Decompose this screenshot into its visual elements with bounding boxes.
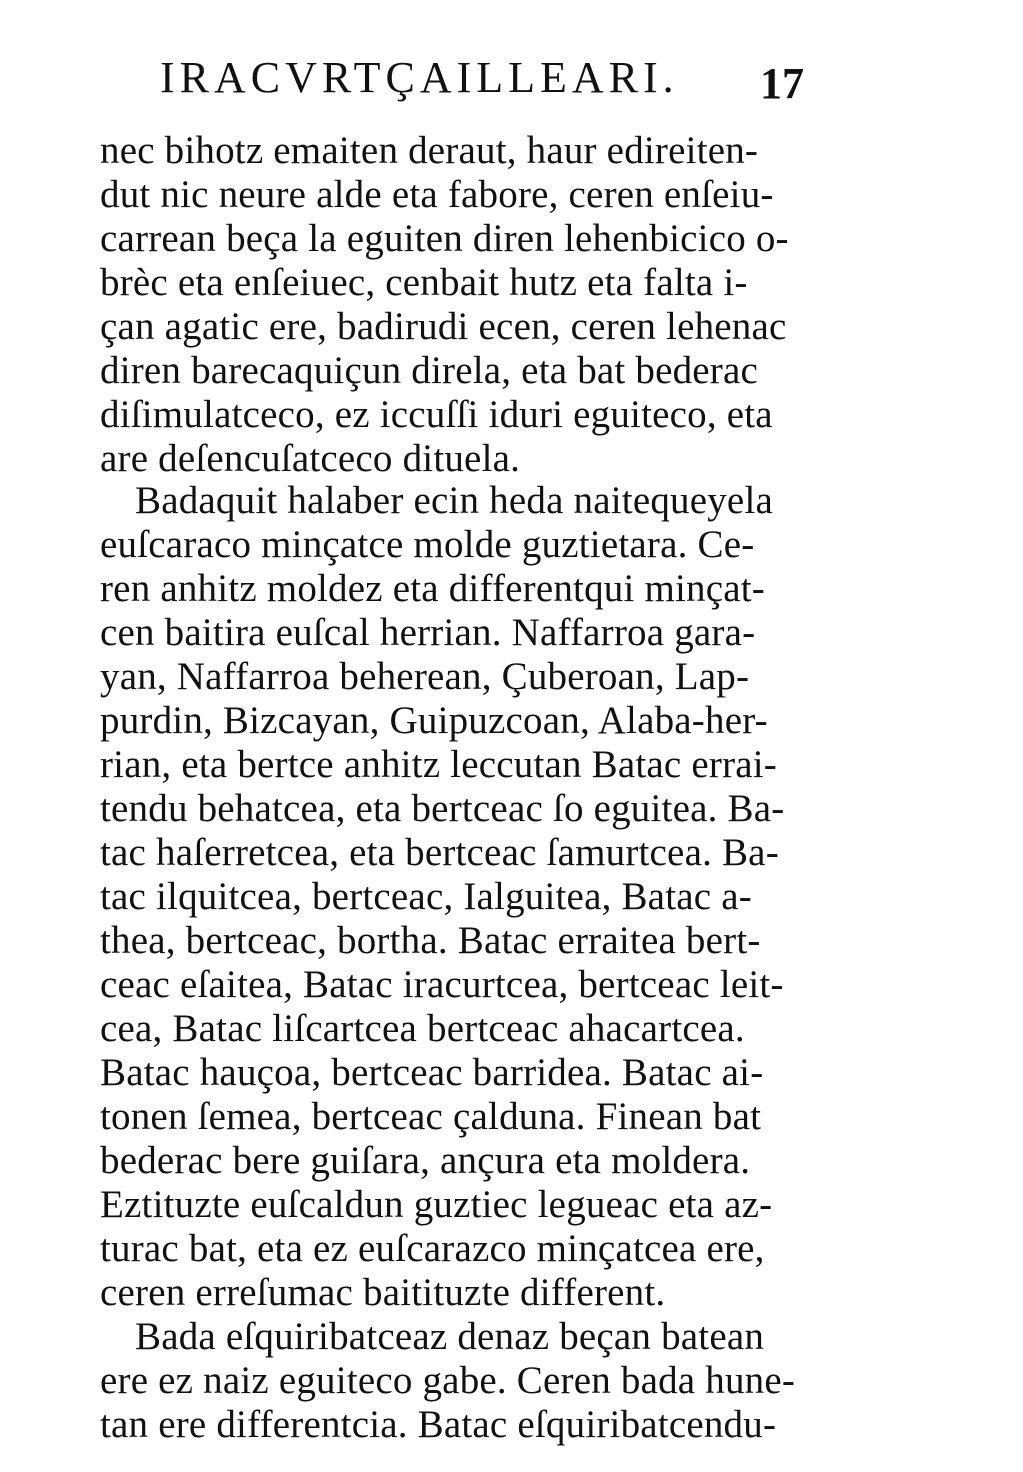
text-line: diſimulatceco, ez iccuſſi iduri eguiteco, eta — [100, 393, 773, 436]
text-line: ceac eſaitea, Batac iracurtcea, bertceac leit- — [100, 963, 784, 1006]
text-line: cen baitira euſcal herrian. Naffarroa gara- — [100, 611, 756, 654]
text-line: thea, bertceac, bortha. Batac erraitea bert- — [100, 919, 761, 962]
text-line: Badaquit halaber ecin heda naitequeyela — [135, 479, 773, 522]
text-line: nec bihotz emaiten deraut, haur edireiten- — [100, 129, 759, 172]
text-line: ren anhitz moldez eta differentqui minçat- — [100, 567, 765, 610]
text-line: tonen ſemea, bertceac çalduna. Finean bat — [100, 1095, 762, 1138]
text-line: carrean beça la eguiten diren lehenbicico o- — [100, 217, 789, 260]
text-line: purdin, Bizcayan, Guipuzcoan, Alaba-her- — [100, 699, 768, 742]
text-line: euſcaraco minçatce molde guztietara. Ce- — [100, 523, 755, 566]
text-line: tac haſerretcea, eta bertceac ſamurtcea. Ba- — [100, 831, 779, 874]
running-title: IRACVRTÇAILLEARI. — [160, 53, 679, 102]
text-line: tac ilquitcea, bertceac, Ialguitea, Batac a- — [100, 875, 752, 918]
text-line: ere ez naiz eguiteco gabe. Ceren bada hune- — [100, 1359, 796, 1402]
text-line: diren barecaquiçun direla, eta bat bederac — [100, 349, 759, 392]
page-number: 17 — [760, 59, 804, 108]
text-line: brèc eta enſeiuec, cenbait hutz eta falta i- — [100, 261, 748, 304]
text-line: cea, Batac liſcartcea bertceac ahacartcea. — [100, 1007, 745, 1050]
text-line: Bada eſquiribatceaz denaz beçan batean — [135, 1315, 765, 1358]
text-line: bederac bere guiſara, ançura eta moldera. — [100, 1139, 751, 1182]
text-line: tan ere differentcia. Batac eſquiribatcendu- — [100, 1403, 777, 1446]
text-line: dut nic neure alde eta fabore, ceren enſeiu- — [100, 173, 774, 216]
text-line: tendu behatcea, eta bertceac ſo eguitea. Ba- — [100, 787, 785, 830]
text-line: Eztituzte euſcaldun guztiec legueac eta az- — [100, 1183, 773, 1226]
text-line: çan agatic ere, badirudi ecen, ceren lehenac — [100, 305, 787, 348]
text-line: turac bat, eta ez euſcarazco minçatcea ere, — [100, 1227, 765, 1270]
text-line: rian, eta bertce anhitz leccutan Batac errai- — [100, 743, 777, 786]
text-line: ceren erreſumac baitituzte different. — [100, 1271, 666, 1314]
text-line: Batac hauçoa, bertceac barridea. Batac ai- — [100, 1051, 764, 1094]
text-line: are deſencuſatceco dituela. — [100, 437, 521, 480]
text-line: yan, Naffarroa beherean, Çuberoan, Lap- — [100, 655, 750, 698]
